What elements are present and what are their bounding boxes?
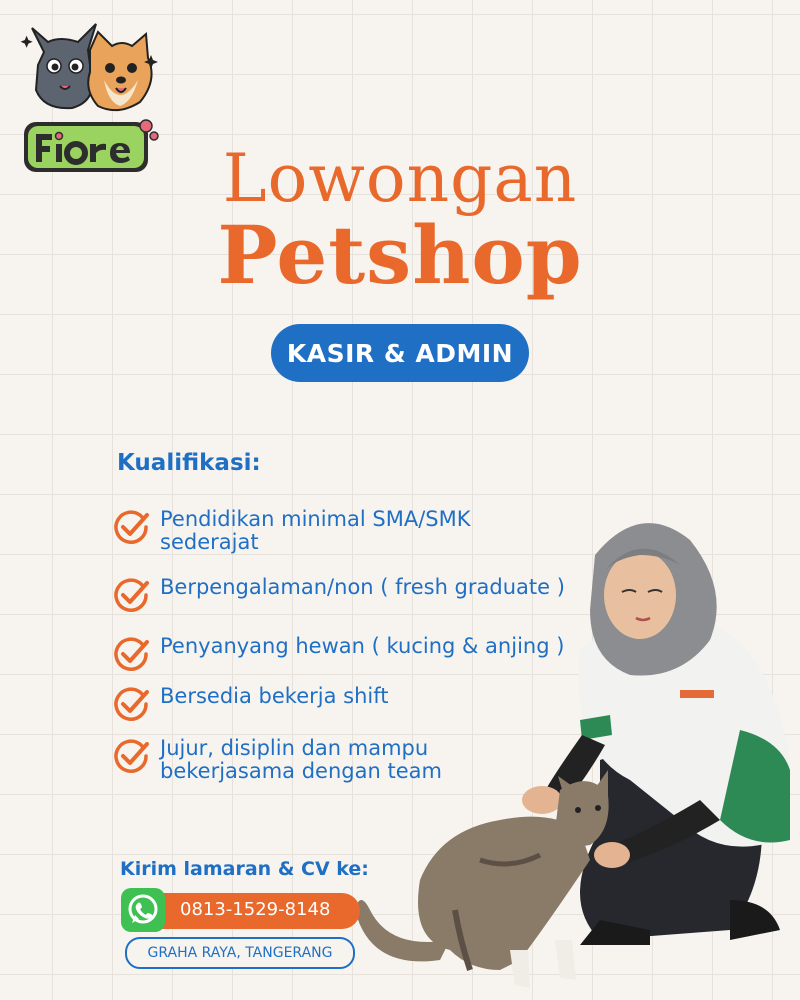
send-application-label: Kirim lamaran & CV ke: [120, 858, 369, 880]
qualification-line: Bersedia bekerja shift [160, 684, 389, 708]
whatsapp-icon [120, 887, 166, 933]
check-circle-icon [112, 685, 152, 725]
position-badge: KASIR & ADMIN [271, 324, 529, 382]
title-line-2: Petshop [217, 208, 583, 302]
phone-number: 0813-1529-8148 [180, 899, 331, 920]
cat-and-dog-mascot-icon [21, 24, 158, 110]
qualification-line: Jujur, disiplin dan mampu [160, 736, 429, 760]
title-line-1: Lowongan [222, 140, 578, 217]
qualification-line: Berpengalaman/non ( fresh graduate ) [160, 575, 565, 599]
qualification-line: Penyanyang hewan ( kucing & anjing ) [160, 634, 565, 658]
check-circle-icon [112, 635, 152, 675]
staff-with-cat-illustration [350, 500, 800, 1000]
check-circle-icon [112, 576, 152, 616]
check-circle-icon [112, 737, 152, 777]
qualifications-heading: Kualifikasi: [117, 450, 261, 476]
address-badge: GRAHA RAYA, TANGERANG [125, 937, 355, 969]
qualification-line: sederajat [160, 530, 259, 554]
check-circle-icon [112, 508, 152, 548]
qualification-line: Pendidikan minimal SMA/SMK [160, 507, 471, 531]
qualification-line: bekerjasama dengan team [160, 759, 442, 783]
